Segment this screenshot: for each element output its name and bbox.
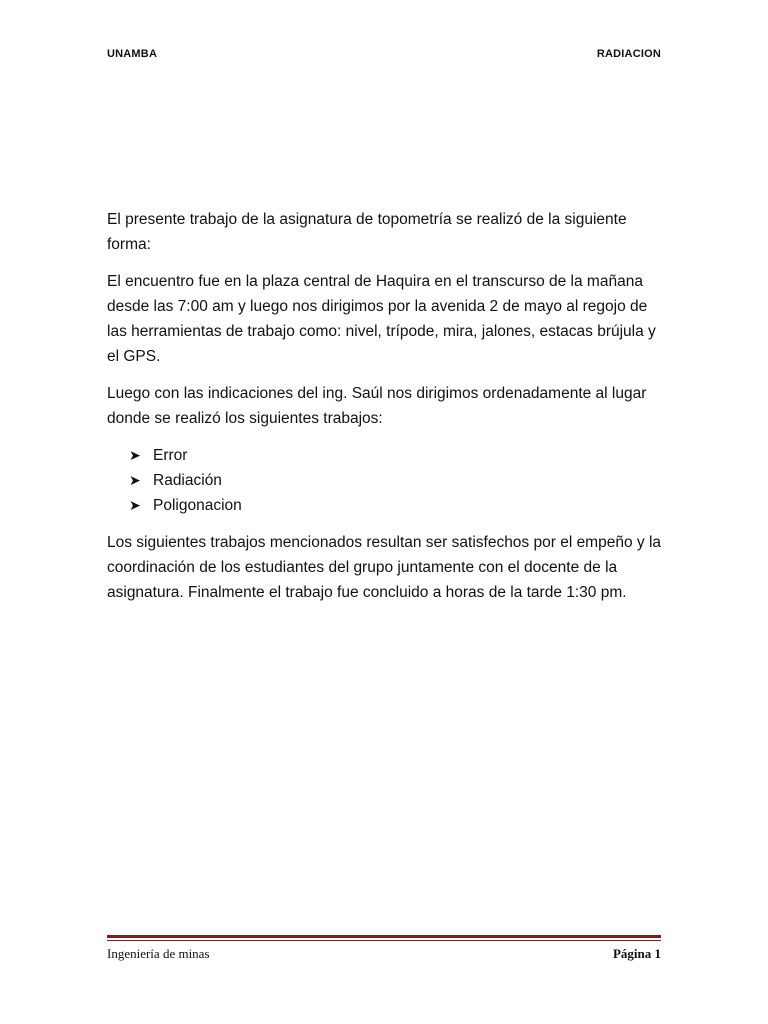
paragraph-meeting: El encuentro fue en la plaza central de Haquira en el transcurso de la mañana desde las 7:00 am y luego nos dirigimos por la avenida 2 de mayo al regojo de las herramientas de trabajo como: nivel, trípode, mira, jalones, estacas brújula y el GPS. (107, 273, 656, 365)
arrowhead-bullet-icon: ➤ (129, 447, 141, 463)
paragraph-conclusion: Los siguientes trabajos mencionados resultan ser satisfechos por el empeño y la coordinación de los estudiantes del grupo juntamente con el docente de la asignatura. Finalmente el trabajo fue concluido a horas de la tarde 1:30 pm. (107, 534, 662, 601)
work-list (107, 443, 667, 518)
document-body (107, 207, 667, 617)
footer-divider-thin (107, 940, 661, 941)
list-item-label: Poligonacion (153, 497, 242, 514)
footer-left-text: Ingeniería de minas (107, 946, 210, 961)
list-item-label: Error (153, 447, 188, 464)
paragraph-intro: El presente trabajo de la asignatura de topometría se realizó de la siguiente forma: (107, 211, 627, 253)
list-item (129, 443, 667, 468)
arrowhead-bullet-icon: ➤ (129, 497, 141, 513)
header-left-text: UNAMBA (107, 48, 158, 60)
paragraph-instructions: Luego con las indicaciones del ing. Saúl nos dirigimos ordenadamente al lugar donde se realizó los siguientes trabajos: (107, 385, 647, 427)
list-item (129, 468, 667, 493)
footer-divider-thick (107, 935, 661, 938)
page-footer (107, 946, 661, 962)
list-item (129, 493, 667, 518)
page-header (107, 48, 661, 64)
page-number: Página 1 (612, 946, 661, 961)
arrowhead-bullet-icon: ➤ (129, 472, 141, 488)
header-right-text: RADIACION (596, 48, 661, 60)
list-item-label: Radiación (153, 472, 222, 489)
